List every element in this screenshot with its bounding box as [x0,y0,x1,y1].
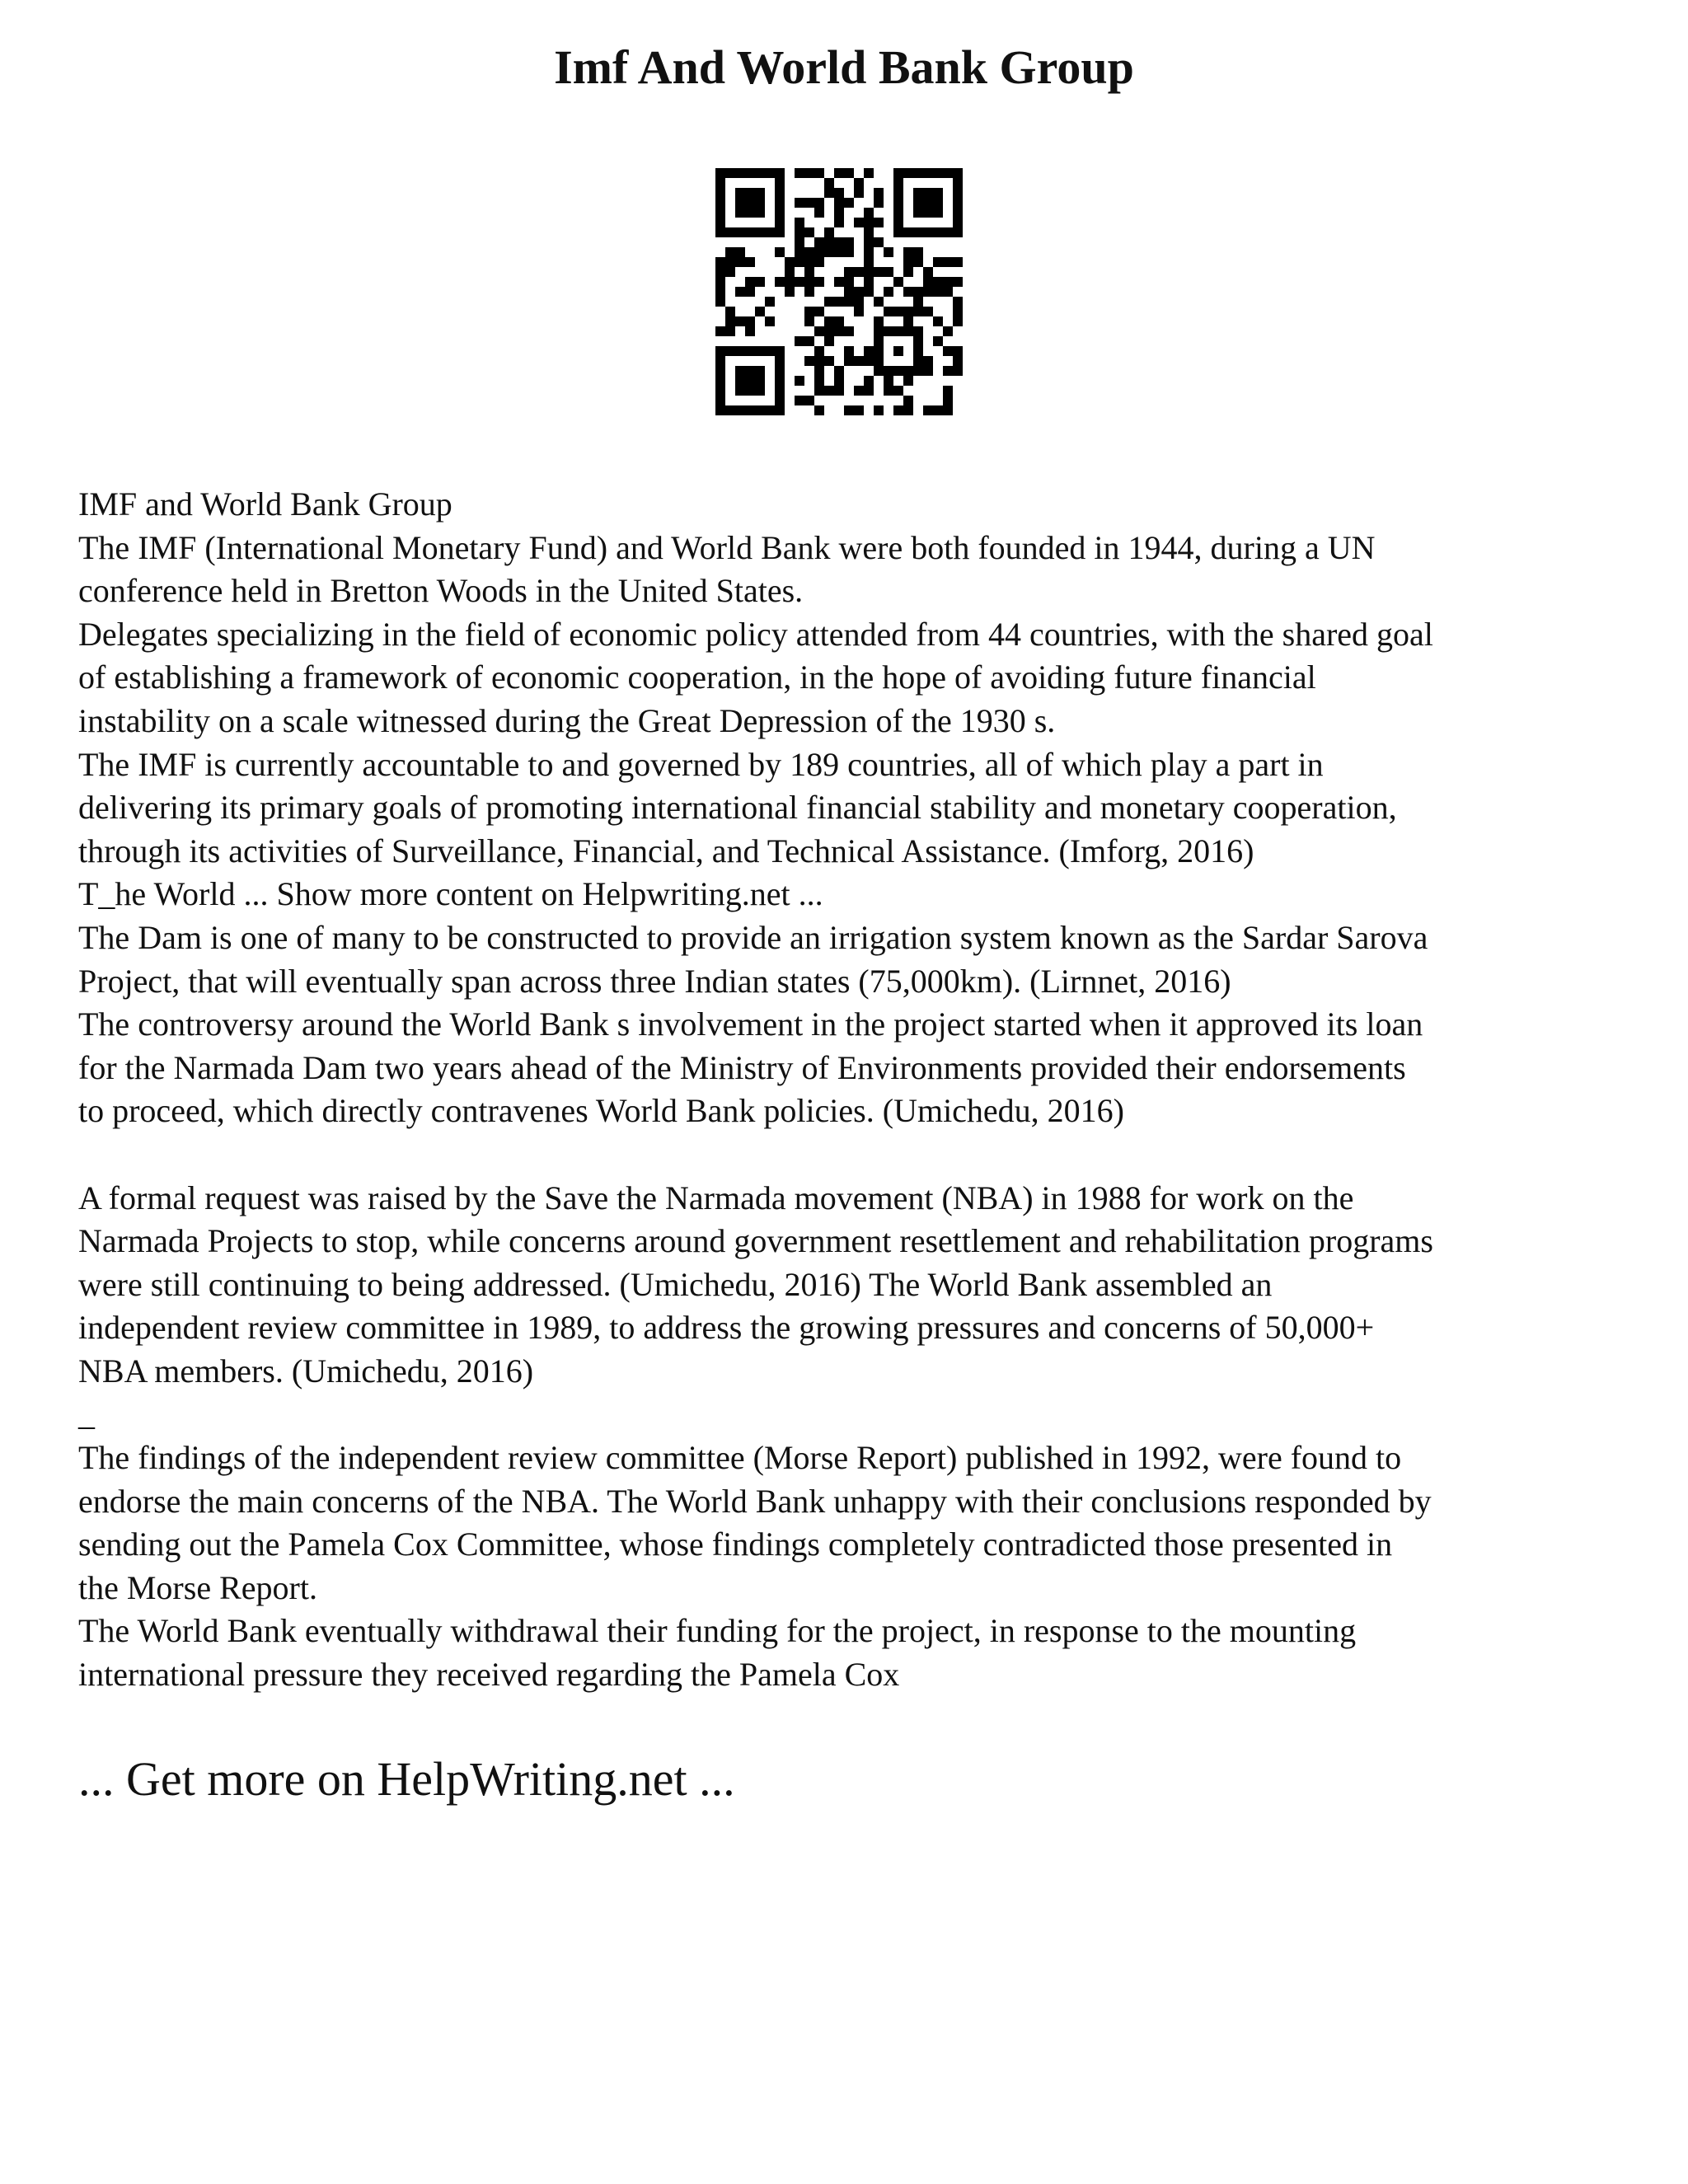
document-body [78,483,1644,1697]
text-line: A formal request was raised by the Save the Narmada movement (NBA) in 1988 for work on the [78,1179,1354,1216]
text-line: The IMF is currently accountable to and governed by 189 countries, all of which play a part in [78,745,1324,783]
text-line: The IMF (International Monetary Fund) and World Bank were both founded in 1944, during a UN [78,528,1376,566]
text-line: through its activities of Surveillance, Financial, and Technical Assistance. (Imforg, 2016) [78,832,1254,869]
text-line: independent review committee in 1989, to address the growing pressures and concerns of 50,000+ [78,1309,1375,1347]
text-line: conference held in Bretton Woods in the United States. [78,572,804,610]
text-line: were still continuing to being addressed. (Umichedu, 2016) The World Bank assembled an [78,1265,1273,1303]
text-line: sending out the Pamela Cox Committee, whose findings completely contradicted those presented in [78,1526,1393,1563]
get-more-link[interactable]: ... Get more on HelpWriting.net ... [78,1752,735,1806]
text-line: the Morse Report. [78,1568,317,1606]
text-line: for the Narmada Dam two years ahead of the Ministry of Environments provided their endorsements [78,1048,1406,1086]
text-line: The Dam is one of many to be constructed to provide an irrigation system known as the Sardar Sarova [78,918,1428,956]
text-line: Narmada Projects to stop, while concerns around government resettlement and rehabilitation programs [78,1222,1433,1260]
text-line: delivering its primary goals of promoting international financial stability and monetary cooperation, [78,789,1397,827]
qr-code-icon [715,168,963,415]
text-line: IMF and World Bank Group [78,485,452,523]
text-line: instability on a scale witnessed during the Great Depression of the 1930 s. [78,701,1056,739]
text-line: NBA members. (Umichedu, 2016) [78,1352,534,1390]
text-line: international pressure they received regarding the Pamela Cox [78,1656,900,1694]
text-line: to proceed, which directly contravenes World Bank policies. (Umichedu, 2016) [78,1092,1125,1130]
text-line: Project, that will eventually span across three Indian states (75,000km). (Lirnnet, 2016) [78,962,1231,1000]
text-line: Delegates specializing in the field of economic policy attended from 44 countries, with the shared goal [78,615,1433,653]
page-title: Imf And World Bank Group [554,40,1134,94]
text-line: of establishing a framework of economic cooperation, in the hope of avoiding future financial [78,658,1316,696]
separator-underscore: _ [78,1395,95,1433]
text-line: The controversy around the World Bank s involvement in the project started when it approved its loan [78,1005,1423,1043]
text-line: The findings of the independent review committee (Morse Report) published in 1992, were found to [78,1439,1402,1477]
blank-line [78,1133,1644,1177]
show-more-line: T_he World ... Show more content on Helpwriting.net ... [78,875,823,913]
text-line: endorse the main concerns of the NBA. The World Bank unhappy with their conclusions responded by [78,1482,1432,1520]
text-line: The World Bank eventually withdrawal their funding for the project, in response to the mounting [78,1612,1357,1650]
